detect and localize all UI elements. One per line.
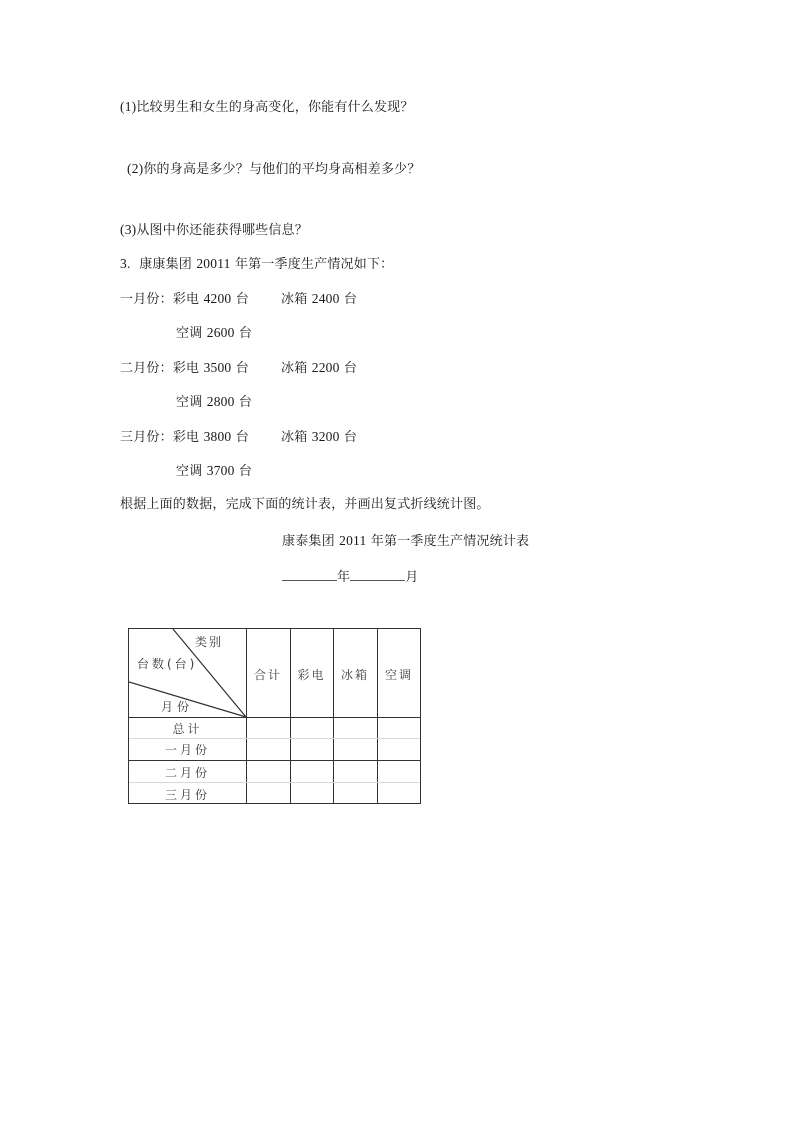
feb-line-1 bbox=[120, 360, 249, 377]
feb-ac-label: 空调 bbox=[176, 395, 203, 410]
feb-fridge-value: 2200 bbox=[311, 360, 340, 375]
mar-ac-value: 3700 bbox=[206, 463, 235, 478]
question-3-text: 从图中你还能获得哪些信息？ bbox=[136, 223, 308, 238]
jan-line-1 bbox=[120, 291, 249, 308]
row-label-jan: 一月份 bbox=[164, 743, 210, 757]
problem-number: 3. bbox=[120, 256, 131, 271]
question-3-prefix: (3) bbox=[120, 222, 137, 237]
jan-tv-unit: 台 bbox=[235, 292, 249, 307]
jan-tv-label: 彩电 bbox=[172, 292, 200, 307]
feb-ac-value: 2800 bbox=[206, 394, 235, 409]
mar-tv-value: 3800 bbox=[203, 429, 232, 444]
question-1-text: 比较男生和女生的身高变化，你能有什么发现？ bbox=[136, 100, 414, 115]
jan-fridge-label: 冰箱 bbox=[281, 292, 308, 307]
row-divider-faint-2 bbox=[129, 782, 420, 783]
statistics-table bbox=[128, 628, 421, 804]
month-label: 月 bbox=[405, 570, 419, 585]
jan-fridge-unit: 台 bbox=[343, 292, 358, 307]
row-label-feb: 二月份 bbox=[164, 766, 210, 780]
table-title-company: 康泰集团 bbox=[282, 534, 335, 549]
mar-label: 三月份： bbox=[120, 430, 173, 445]
intro-rest: 年第一季度生产情况如下： bbox=[234, 257, 394, 272]
year-label: 年 bbox=[337, 570, 351, 585]
question-2-text: 你的身高是多少？与他们的平均身高相差多少？ bbox=[143, 162, 421, 177]
jan-ac-value: 2600 bbox=[206, 325, 235, 340]
question-1 bbox=[120, 99, 414, 116]
jan-tv-value: 4200 bbox=[203, 291, 232, 306]
header-divider bbox=[129, 717, 420, 718]
mar-line-1 bbox=[120, 429, 249, 446]
question-1-prefix: (1) bbox=[120, 99, 137, 114]
jan-fridge-value: 2400 bbox=[311, 291, 340, 306]
jan-ac bbox=[176, 325, 252, 342]
jan-label: 一月份： bbox=[120, 292, 173, 307]
row-label-total: 总计 bbox=[172, 722, 203, 736]
mar-fridge bbox=[281, 429, 357, 446]
corner-month-label: 月份 bbox=[161, 700, 194, 714]
mar-fridge-unit: 台 bbox=[343, 430, 358, 445]
question-3 bbox=[120, 222, 308, 239]
row-label-mar: 三月份 bbox=[164, 788, 210, 802]
table-title bbox=[282, 533, 529, 550]
jan-ac-unit: 台 bbox=[238, 326, 253, 341]
feb-tv-value: 3500 bbox=[203, 360, 232, 375]
feb-tv-label: 彩电 bbox=[172, 361, 200, 376]
feb-ac bbox=[176, 394, 252, 411]
feb-fridge-label: 冰箱 bbox=[281, 361, 308, 376]
col-header-tv: 彩电 bbox=[297, 668, 326, 682]
mar-fridge-value: 3200 bbox=[311, 429, 340, 444]
row-divider bbox=[129, 760, 420, 761]
question-2 bbox=[127, 161, 421, 178]
mar-ac bbox=[176, 463, 252, 480]
corner-category-label: 类别 bbox=[195, 635, 224, 649]
mar-tv-label: 彩电 bbox=[172, 430, 200, 445]
mar-ac-label: 空调 bbox=[176, 464, 203, 479]
feb-tv-unit: 台 bbox=[235, 361, 249, 376]
mar-fridge-label: 冰箱 bbox=[281, 430, 308, 445]
table-title-year: 2011 bbox=[339, 533, 367, 548]
question-2-prefix: (2) bbox=[127, 161, 144, 176]
problem-3-intro bbox=[120, 256, 393, 273]
row-divider-faint-1 bbox=[129, 738, 420, 739]
date-fill-line bbox=[282, 568, 418, 586]
table-title-rest: 年第一季度生产情况统计表 bbox=[370, 534, 530, 549]
feb-label: 二月份： bbox=[120, 361, 173, 376]
instruction: 根据上面的数据，完成下面的统计表，并画出复式折线统计图。 bbox=[120, 497, 490, 512]
feb-fridge-unit: 台 bbox=[343, 361, 358, 376]
jan-fridge bbox=[281, 291, 357, 308]
corner-quantity-label: 台数(台) bbox=[137, 657, 198, 671]
col-header-ac: 空调 bbox=[384, 668, 413, 682]
year-blank[interactable] bbox=[282, 568, 337, 581]
feb-fridge bbox=[281, 360, 357, 377]
col-header-fridge: 冰箱 bbox=[340, 668, 369, 682]
month-blank[interactable] bbox=[350, 568, 405, 581]
feb-ac-unit: 台 bbox=[238, 395, 253, 410]
col-header-total: 合计 bbox=[253, 668, 282, 682]
company-name: 康康集团 bbox=[139, 257, 193, 272]
mar-tv-unit: 台 bbox=[235, 430, 249, 445]
mar-ac-unit: 台 bbox=[238, 464, 253, 479]
intro-year: 20011 bbox=[196, 256, 231, 271]
jan-ac-label: 空调 bbox=[176, 326, 203, 341]
